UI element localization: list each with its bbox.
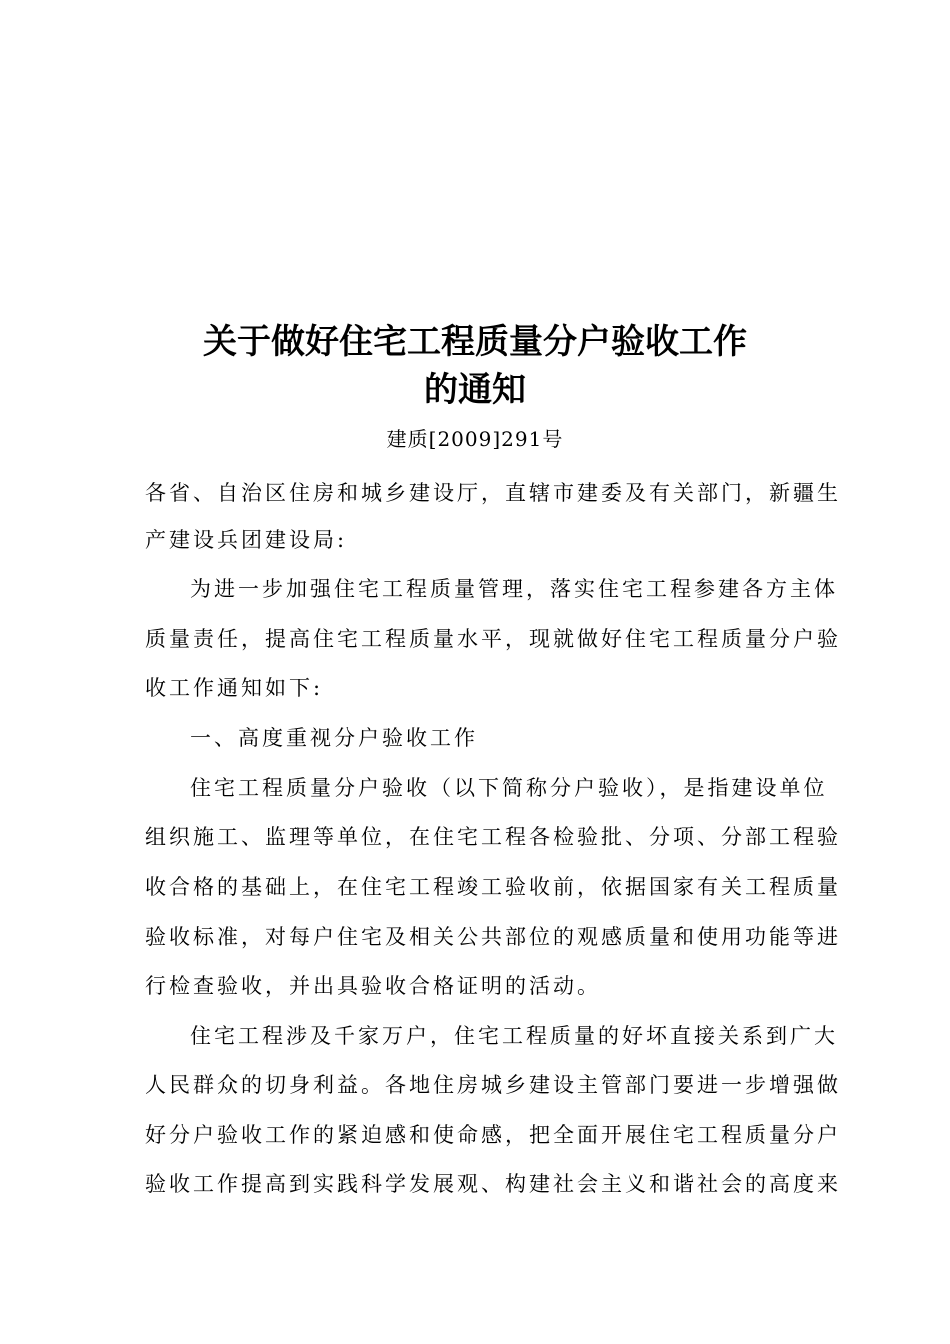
body-line: 组织施工、监理等单位，在住宅工程各检验批、分项、分部工程验 — [145, 825, 841, 849]
body-line: 人民群众的切身利益。各地住房城乡建设主管部门要进一步增强做 — [145, 1073, 841, 1097]
section-heading: 一、高度重视分户验收工作 — [190, 726, 478, 750]
document-number: 建质[2009]291号 — [386, 427, 564, 451]
body-line: 验收标准，对每户住宅及相关公共部位的观感质量和使用功能等进 — [145, 925, 841, 949]
body-line: 好分户验收工作的紧迫感和使命感，把全面开展住宅工程质量分户 — [145, 1123, 841, 1147]
body-line: 为进一步加强住宅工程质量管理，落实住宅工程参建各方主体 — [190, 577, 838, 601]
body-line: 住宅工程涉及千家万户，住宅工程质量的好坏直接关系到广大 — [190, 1024, 838, 1048]
body-line: 住宅工程质量分户验收（以下简称分户验收），是指建设单位 — [190, 776, 828, 800]
body-line: 收合格的基础上，在住宅工程竣工验收前，依据国家有关工程质量 — [145, 875, 841, 899]
body-line: 行检查验收，并出具验收合格证明的活动。 — [145, 974, 601, 998]
addressee-line-2: 产建设兵团建设局: — [145, 528, 348, 552]
document-title-line-2: 的通知 — [424, 370, 526, 410]
body-line: 收工作通知如下: — [145, 676, 324, 700]
document-title-line-1: 关于做好住宅工程质量分户验收工作 — [203, 322, 747, 362]
addressee-line-1: 各省、自治区住房和城乡建设厅，直辖市建委及有关部门，新疆生 — [145, 481, 841, 505]
body-line: 验收工作提高到实践科学发展观、构建社会主义和谐社会的高度来 — [145, 1172, 841, 1196]
body-line: 质量责任，提高住宅工程质量水平，现就做好住宅工程质量分户验 — [145, 627, 841, 651]
